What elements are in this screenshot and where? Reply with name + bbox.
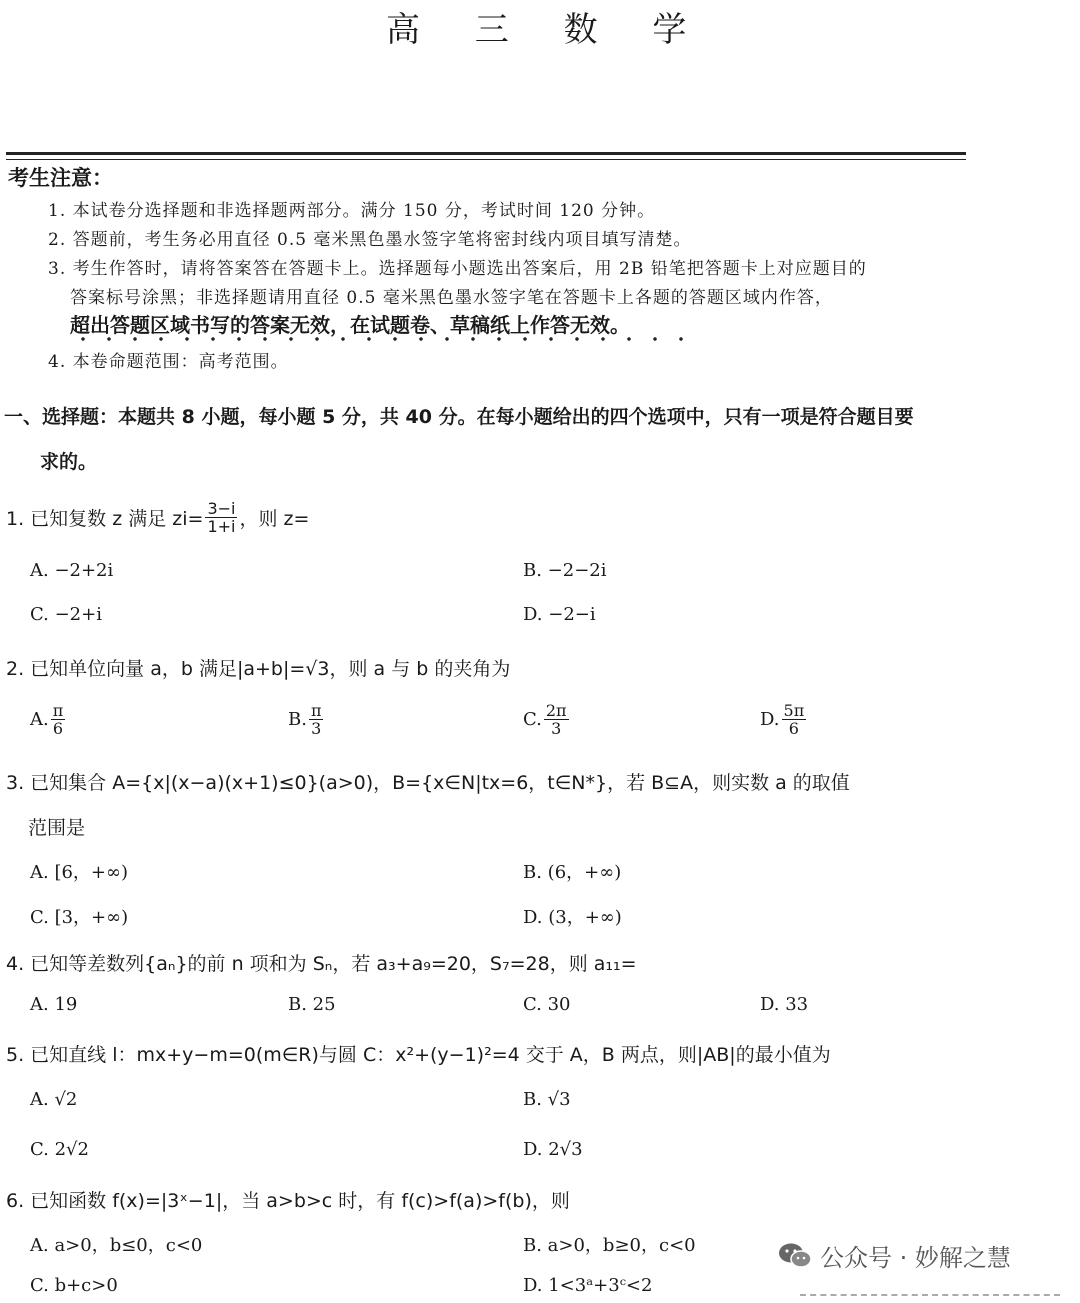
- q2-option-a: [30, 702, 67, 737]
- q2-c-den: 3: [551, 719, 562, 738]
- question-4-stem: 4. 已知等差数列{aₙ}的前 n 项和为 Sₙ，若 a₃+a₉=20，S₇=28，则 a₁₁=: [6, 953, 637, 975]
- notice-item-1: 1. 本试卷分选择题和非选择题两部分。满分 150 分，考试时间 120 分钟。: [48, 201, 656, 221]
- q4-option-d: D. 33: [760, 994, 809, 1015]
- q5-option-d: D. 2√3: [523, 1139, 583, 1160]
- q6-option-d: D. 1<3ᵃ+3ᶜ<2: [523, 1275, 653, 1296]
- emphasis-dots: [70, 337, 690, 341]
- question-5-stem: 5. 已知直线 l：mx+y−m=0(m∈R)与圆 C：x²+(y−1)²=4 交于 A，B 两点，则|AB|的最小值为: [6, 1044, 831, 1066]
- q2-d-den: 6: [788, 719, 799, 738]
- q2-a-num: π: [52, 701, 64, 720]
- q1-stem-pre: 1. 已知复数 z 满足 zi=: [6, 508, 204, 530]
- notice-item-2: 2. 答题前，考生务必用直径 0.5 毫米黑色墨水签字笔将密封线内项目填写清楚。: [48, 230, 692, 250]
- q2-a-den: 6: [52, 719, 64, 738]
- q2-a-frac: [51, 702, 66, 737]
- q3-option-c: C. [3，+∞): [30, 907, 129, 928]
- q4-option-b: B. 25: [288, 994, 336, 1015]
- question-1-stem: [6, 500, 309, 535]
- q5-option-b: B. √3: [523, 1089, 571, 1110]
- q2-d-frac: [782, 702, 807, 737]
- q3-option-d: D. (3，+∞): [523, 907, 622, 928]
- q2-c-num: 2π: [545, 701, 567, 720]
- q4-option-a: A. 19: [30, 994, 78, 1015]
- q2-b-den: 3: [311, 719, 322, 738]
- q2-option-c: [523, 702, 571, 737]
- q2-c-frac: [544, 702, 569, 737]
- q2-a-label: A.: [30, 709, 49, 730]
- q2-d-label: D.: [760, 709, 780, 730]
- section-heading: 一、选择题：本题共 8 小题，每小题 5 分，共 40 分。在每小题给出的四个选项中，只有一项是符合题目要: [4, 406, 914, 428]
- q5-option-a: A. √2: [30, 1089, 78, 1110]
- header-rule-thin: [6, 159, 966, 160]
- notice-item-3-emphasis: 超出答题区域书写的答案无效，在试题卷、草稿纸上作答无效。: [70, 313, 630, 337]
- q1-frac-den: 1+i: [207, 517, 236, 536]
- q1-option-c: C. −2+i: [30, 604, 102, 625]
- watermark-text: 公众号 · 妙解之慧: [820, 1244, 1011, 1272]
- wechat-icon: [778, 1242, 812, 1270]
- q3-option-b: B. (6，+∞): [523, 862, 622, 883]
- q1-stem-post: ，则 z=: [239, 508, 310, 530]
- q1-option-b: B. −2−2i: [523, 560, 607, 581]
- q5-option-c: C. 2√2: [30, 1139, 89, 1160]
- notice-item-4: 4. 本卷命题范围：高考范围。: [48, 352, 289, 372]
- q1-frac-num: 3−i: [207, 499, 236, 518]
- question-6-stem: 6. 已知函数 f(x)=|3ˣ−1|，当 a>b>c 时，有 f(c)>f(a)>f(b)，则: [6, 1190, 570, 1212]
- page-edge-dashes: [800, 1294, 1060, 1296]
- notice-heading: 考生注意：: [8, 166, 113, 190]
- q1-fraction: [205, 500, 237, 535]
- q2-d-num: 5π: [783, 701, 805, 720]
- q2-b-num: π: [310, 701, 322, 720]
- section-heading-cont: 求的。: [40, 451, 98, 473]
- question-3-stem: 3. 已知集合 A={x|(x−a)(x+1)≤0}(a>0)，B={x∈N|tx=6，t∈N*}，若 B⊆A，则实数 a 的取值: [6, 772, 850, 794]
- q4-option-c: C. 30: [523, 994, 571, 1015]
- q6-option-b: B. a>0，b≥0，c<0: [523, 1235, 696, 1256]
- page-title: 高 三 数 学: [386, 10, 709, 50]
- q2-c-label: C.: [523, 709, 542, 730]
- q6-option-c: C. b+c>0: [30, 1275, 118, 1296]
- q1-option-d: D. −2−i: [523, 604, 596, 625]
- watermark: [778, 1238, 1011, 1273]
- q2-option-d: [760, 702, 808, 737]
- question-3-stem-cont: 范围是: [28, 817, 86, 839]
- q1-option-a: A. −2+2i: [30, 560, 114, 581]
- q2-option-b: [288, 702, 325, 737]
- q2-b-label: B.: [288, 709, 307, 730]
- notice-item-3-cont: 答案标号涂黑；非选择题请用直径 0.5 毫米黑色墨水签字笔在答题卡上各题的答题区域内作答，: [70, 288, 833, 308]
- notice-item-3: 3. 考生作答时，请将答案答在答题卡上。选择题每小题选出答案后，用 2B 铅笔把答题卡上对应题目的: [48, 259, 867, 279]
- header-rule-thick: [6, 152, 966, 155]
- q6-option-a: A. a>0，b≤0，c<0: [30, 1235, 203, 1256]
- q2-b-frac: [309, 702, 324, 737]
- q3-option-a: A. [6，+∞): [30, 862, 129, 883]
- question-2-stem: 2. 已知单位向量 a，b 满足|a+b|=√3，则 a 与 b 的夹角为: [6, 658, 511, 680]
